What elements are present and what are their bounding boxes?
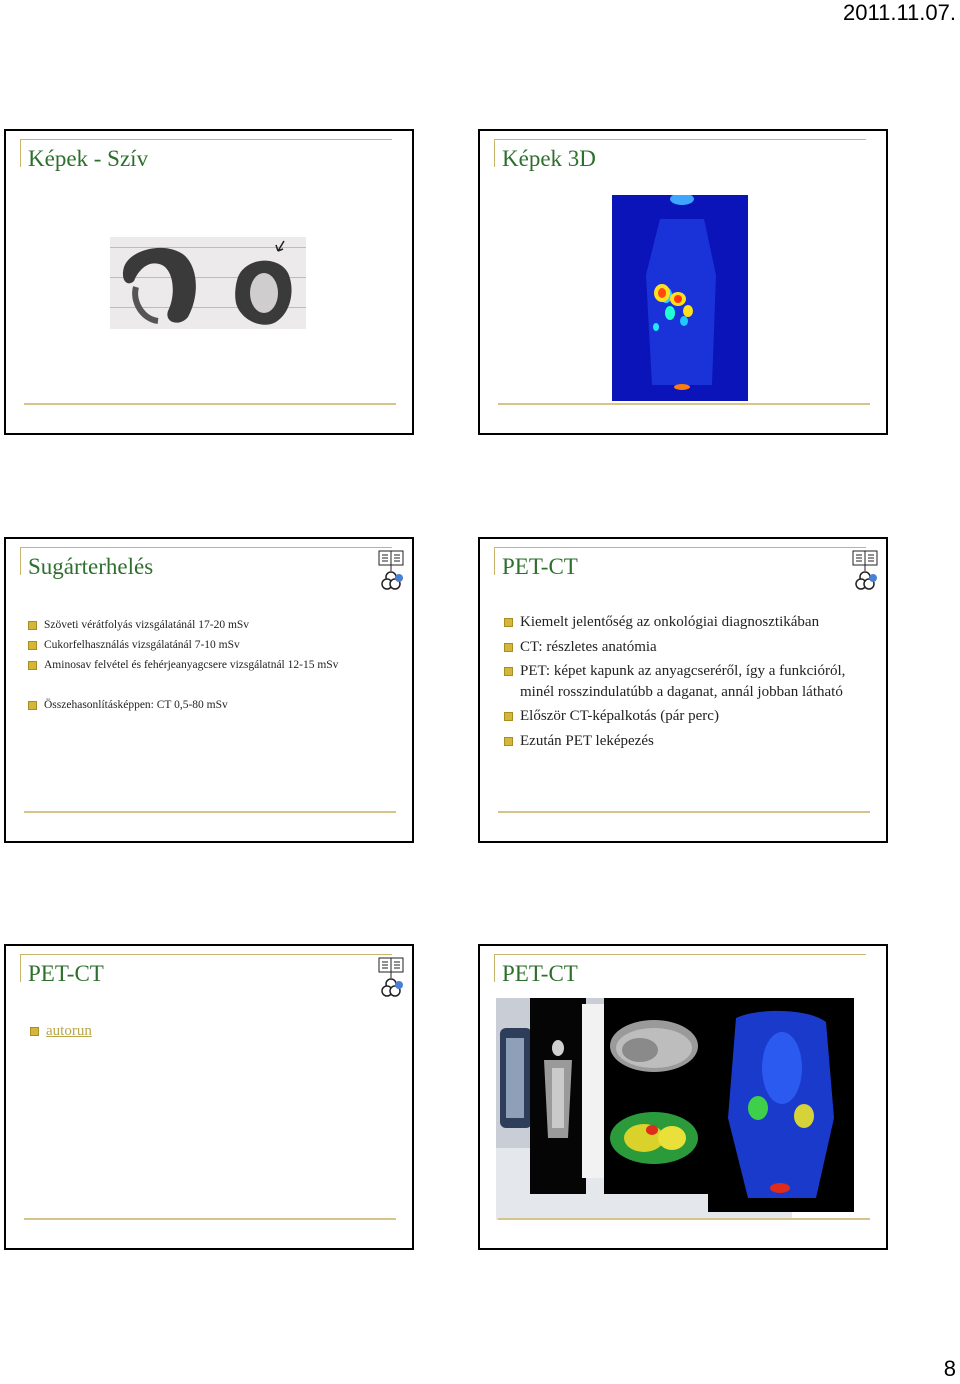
list-item: PET: képet kapunk az anyagcseréről, így a funkcióról, minél rosszindulatúbb a daganat, annál jobban látható — [504, 661, 860, 702]
title-side-rule — [494, 139, 495, 167]
title-rule — [20, 547, 392, 548]
title-rule — [494, 547, 866, 548]
bullet-list — [28, 615, 338, 715]
heart-scan-image — [110, 237, 306, 329]
list-item: Ezután PET leképezés — [504, 731, 860, 752]
book-icon — [378, 549, 404, 593]
slide-kepek-3d — [478, 129, 888, 435]
page-number: 8 — [943, 1356, 956, 1381]
pet-ct-collage-image — [496, 998, 856, 1222]
slide-title: PET-CT — [28, 961, 104, 986]
list-item: Kiemelt jelentőség az onkológiai diagnosztikában — [504, 612, 860, 633]
list-item: Szöveti vérátfolyás vizsgálatánál 17-20 mSv — [28, 615, 338, 635]
title-rule — [494, 139, 866, 140]
footer-rule — [498, 403, 870, 405]
list-item: Cukorfelhasználás vizsgálatánál 7-10 mSv — [28, 635, 338, 655]
slide-sugarterheles — [4, 537, 414, 843]
book-icon — [378, 956, 404, 1000]
slide-pet-ct-info — [478, 537, 888, 843]
footer-rule — [498, 1218, 870, 1220]
title-side-rule — [20, 139, 21, 167]
title-side-rule — [494, 954, 495, 982]
title-side-rule — [494, 547, 495, 575]
footer-rule — [24, 1218, 396, 1220]
title-rule — [20, 954, 392, 955]
header-date: 2011.11.07. — [843, 0, 956, 25]
title-side-rule — [20, 954, 21, 982]
slide-kepek-sziv — [4, 129, 414, 435]
slide-title: Képek 3D — [502, 146, 596, 171]
title-rule — [20, 139, 392, 140]
footer-rule — [498, 811, 870, 813]
slide-pet-ct-video — [4, 944, 414, 1250]
slide-title: PET-CT — [502, 961, 578, 986]
footer-rule — [24, 811, 396, 813]
slide-title: Sugárterhelés — [28, 554, 154, 579]
list-item: Aminosav felvétel és fehérjeanyagcsere vizsgálatnál 12-15 mSv — [28, 655, 338, 675]
list-item: CT: részletes anatómia — [504, 637, 860, 658]
list-item: Összehasonlításképpen: CT 0,5-80 mSv — [28, 695, 338, 715]
bullet-list — [30, 1021, 92, 1046]
bullet-list — [504, 612, 860, 755]
slide-title: PET-CT — [502, 554, 578, 579]
slide-title: Képek - Szív — [28, 146, 149, 171]
title-rule — [494, 954, 866, 955]
title-side-rule — [20, 547, 21, 575]
pet-scan-image — [612, 195, 748, 401]
footer-rule — [24, 403, 396, 405]
book-icon — [852, 549, 878, 593]
list-item: Először CT-képalkotás (pár perc) — [504, 706, 860, 727]
slide-pet-ct-images — [478, 944, 888, 1250]
autorun-link-item[interactable] — [30, 1021, 92, 1042]
autorun-link[interactable]: autorun — [46, 1023, 92, 1039]
